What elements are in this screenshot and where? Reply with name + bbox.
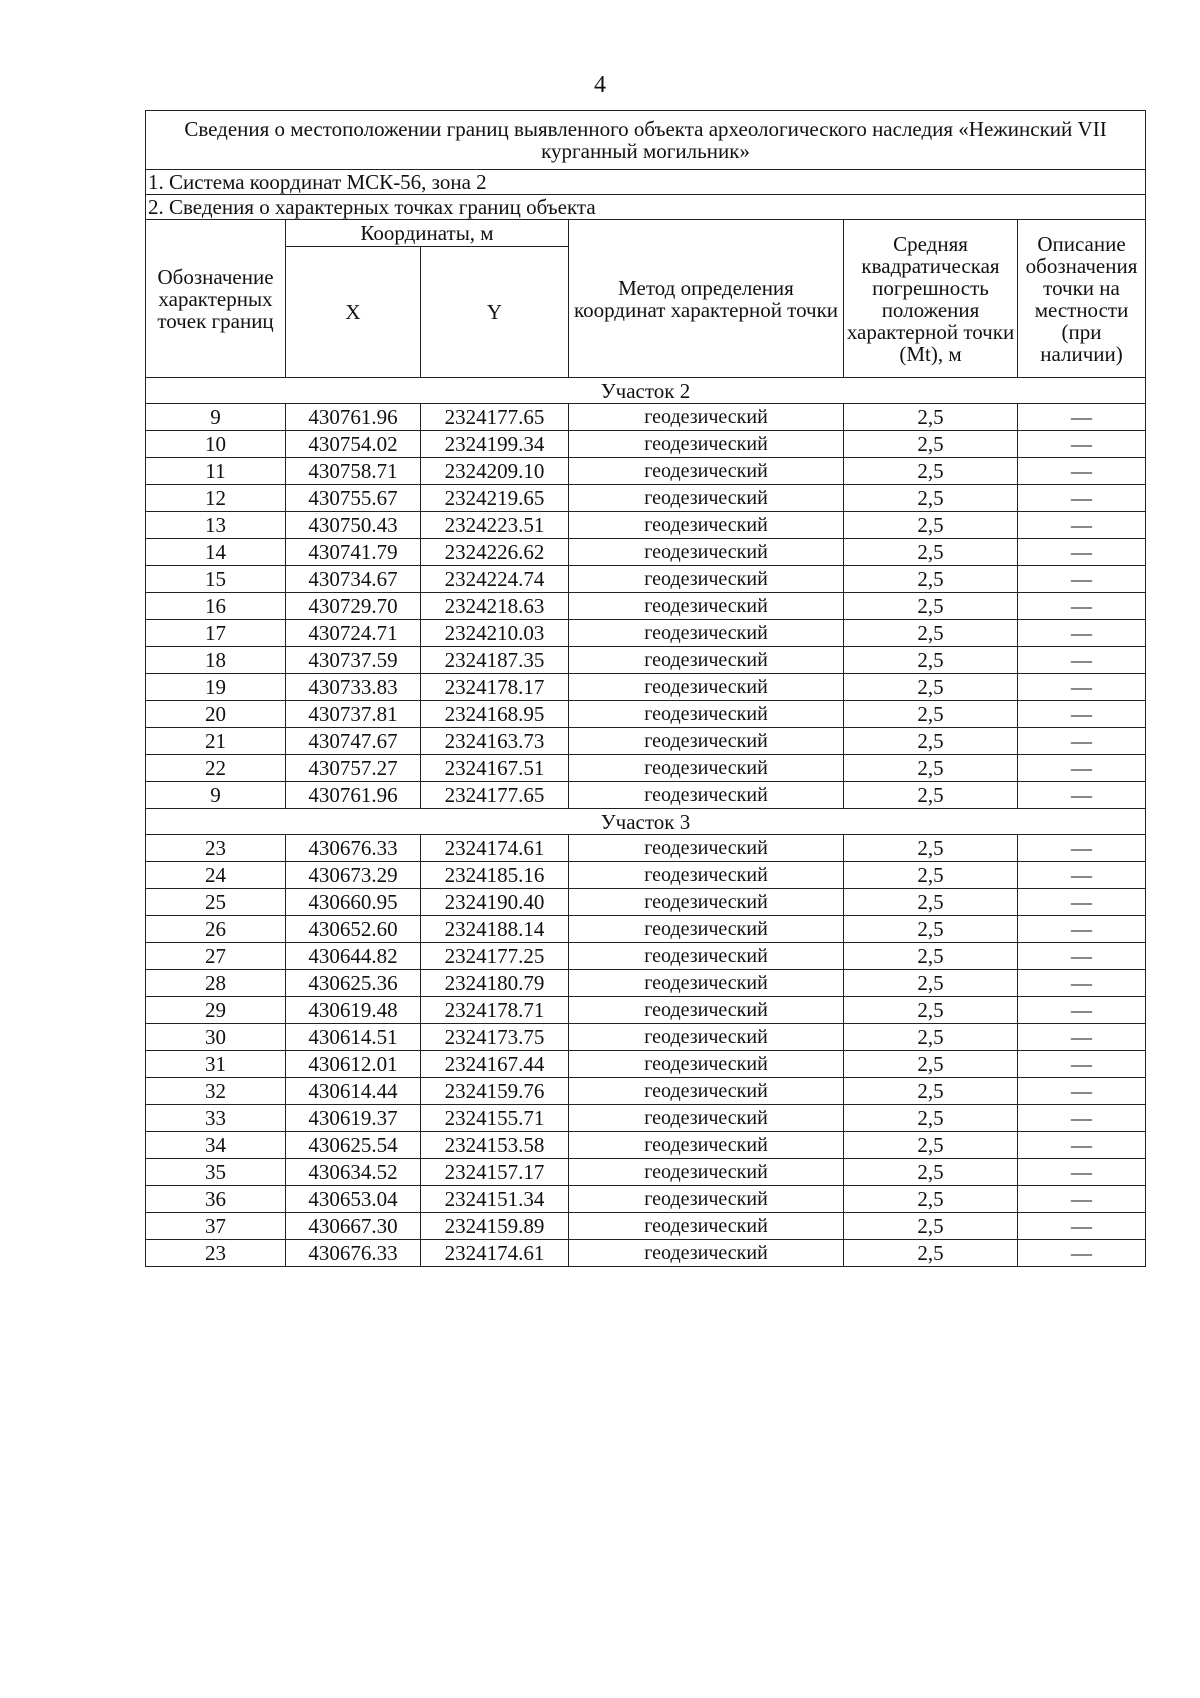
point-number: 29 [146,997,286,1024]
point-number: 16 [146,593,286,620]
error-value: 2,5 [844,539,1018,566]
coord-y: 2324157.17 [421,1159,569,1186]
error-value: 2,5 [844,1240,1018,1267]
coord-y: 2324223.51 [421,512,569,539]
description: — [1018,674,1146,701]
description: — [1018,701,1146,728]
method: геодезический [569,512,844,539]
boundary-points-table [145,110,1146,1267]
method: геодезический [569,485,844,512]
coord-y: 2324153.58 [421,1132,569,1159]
coord-x: 430625.54 [286,1132,421,1159]
description: — [1018,593,1146,620]
description: — [1018,1159,1146,1186]
point-number: 21 [146,728,286,755]
table-row [146,782,1146,809]
method: геодезический [569,701,844,728]
description: — [1018,620,1146,647]
table-row [146,512,1146,539]
coord-y: 2324218.63 [421,593,569,620]
error-value: 2,5 [844,943,1018,970]
coord-x: 430761.96 [286,782,421,809]
coord-system: 1. Система координат МСК-56, зона 2 [146,170,1146,195]
coord-y: 2324168.95 [421,701,569,728]
point-number: 31 [146,1051,286,1078]
error-value: 2,5 [844,404,1018,431]
description: — [1018,1051,1146,1078]
coord-y: 2324151.34 [421,1186,569,1213]
coord-y: 2324199.34 [421,431,569,458]
method: геодезический [569,1186,844,1213]
method: геодезический [569,916,844,943]
method: геодезический [569,458,844,485]
error-value: 2,5 [844,566,1018,593]
description: — [1018,970,1146,997]
coord-x: 430634.52 [286,1159,421,1186]
error-value: 2,5 [844,458,1018,485]
point-number: 9 [146,404,286,431]
table-row [146,404,1146,431]
coord-x: 430755.67 [286,485,421,512]
error-value: 2,5 [844,1213,1018,1240]
error-value: 2,5 [844,997,1018,1024]
point-number: 26 [146,916,286,943]
error-value: 2,5 [844,916,1018,943]
error-value: 2,5 [844,674,1018,701]
method: геодезический [569,593,844,620]
method: геодезический [569,862,844,889]
error-value: 2,5 [844,970,1018,997]
error-value: 2,5 [844,728,1018,755]
coord-x: 430619.37 [286,1105,421,1132]
section-row [146,809,1146,835]
point-number: 35 [146,1159,286,1186]
header-designation: Обозначение характерных точек границ [146,220,286,378]
method: геодезический [569,997,844,1024]
description: — [1018,512,1146,539]
point-number: 18 [146,647,286,674]
description: — [1018,1132,1146,1159]
point-number: 19 [146,674,286,701]
table-row [146,889,1146,916]
table-row [146,1051,1146,1078]
coord-y: 2324167.44 [421,1051,569,1078]
coord-x: 430652.60 [286,916,421,943]
coord-x: 430676.33 [286,1240,421,1267]
method: геодезический [569,782,844,809]
table-row [146,916,1146,943]
table-row [146,755,1146,782]
coord-x: 430644.82 [286,943,421,970]
method: геодезический [569,620,844,647]
description: — [1018,943,1146,970]
table-row [146,943,1146,970]
table-row [146,431,1146,458]
point-number: 24 [146,862,286,889]
table-row [146,1213,1146,1240]
coord-y: 2324173.75 [421,1024,569,1051]
coord-y: 2324180.79 [421,970,569,997]
page-number: 4 [594,72,606,98]
section-label: Участок 3 [146,809,1146,835]
description: — [1018,566,1146,593]
coord-x: 430757.27 [286,755,421,782]
table-row [146,1132,1146,1159]
table-row [146,862,1146,889]
coord-y: 2324190.40 [421,889,569,916]
coord-y: 2324155.71 [421,1105,569,1132]
description: — [1018,1186,1146,1213]
coord-x: 430729.70 [286,593,421,620]
coord-x: 430660.95 [286,889,421,916]
method: геодезический [569,539,844,566]
method: геодезический [569,1105,844,1132]
point-number: 10 [146,431,286,458]
method: геодезический [569,404,844,431]
point-number: 25 [146,889,286,916]
error-value: 2,5 [844,782,1018,809]
description: — [1018,889,1146,916]
description: — [1018,782,1146,809]
method: геодезический [569,755,844,782]
section-row [146,378,1146,404]
header-x: X [286,247,421,378]
point-number: 28 [146,970,286,997]
coord-x: 430653.04 [286,1186,421,1213]
method: геодезический [569,431,844,458]
coord-x: 430667.30 [286,1213,421,1240]
table-row [146,674,1146,701]
table-row [146,997,1146,1024]
error-value: 2,5 [844,1078,1018,1105]
table-row [146,1159,1146,1186]
coord-y: 2324224.74 [421,566,569,593]
description: — [1018,835,1146,862]
error-value: 2,5 [844,1024,1018,1051]
coord-x: 430737.59 [286,647,421,674]
header-error: Средняя квадратическая погрешность положения характерной точки (Mt), м [844,220,1018,378]
coord-x: 430612.01 [286,1051,421,1078]
table-row [146,539,1146,566]
method: геодезический [569,566,844,593]
coord-x: 430737.81 [286,701,421,728]
coord-y: 2324209.10 [421,458,569,485]
table-row [146,1105,1146,1132]
description: — [1018,997,1146,1024]
coord-x: 430625.36 [286,970,421,997]
error-value: 2,5 [844,1186,1018,1213]
description: — [1018,728,1146,755]
description: — [1018,1213,1146,1240]
method: геодезический [569,1078,844,1105]
point-number: 22 [146,755,286,782]
description: — [1018,755,1146,782]
error-value: 2,5 [844,1159,1018,1186]
point-number: 33 [146,1105,286,1132]
coord-y: 2324174.61 [421,835,569,862]
table-row [146,701,1146,728]
coord-y: 2324178.17 [421,674,569,701]
point-number: 11 [146,458,286,485]
table-row [146,1240,1146,1267]
method: геодезический [569,1159,844,1186]
coord-y: 2324226.62 [421,539,569,566]
error-value: 2,5 [844,889,1018,916]
point-number: 27 [146,943,286,970]
description: — [1018,404,1146,431]
description: — [1018,458,1146,485]
table-row [146,485,1146,512]
coord-y: 2324174.61 [421,1240,569,1267]
point-number: 13 [146,512,286,539]
method: геодезический [569,943,844,970]
coord-x: 430676.33 [286,835,421,862]
description: — [1018,1024,1146,1051]
coord-x: 430747.67 [286,728,421,755]
error-value: 2,5 [844,647,1018,674]
table-row [146,647,1146,674]
coord-y: 2324159.76 [421,1078,569,1105]
table-row [146,835,1146,862]
coord-x: 430724.71 [286,620,421,647]
error-value: 2,5 [844,755,1018,782]
coord-y: 2324188.14 [421,916,569,943]
point-number: 20 [146,701,286,728]
header-method: Метод определения координат характерной точки [569,220,844,378]
method: геодезический [569,1213,844,1240]
table-row [146,1024,1146,1051]
coord-y: 2324177.65 [421,404,569,431]
coord-x: 430673.29 [286,862,421,889]
coord-x: 430734.67 [286,566,421,593]
coord-x: 430754.02 [286,431,421,458]
description: — [1018,1240,1146,1267]
method: геодезический [569,647,844,674]
table-row [146,1186,1146,1213]
table-row [146,728,1146,755]
header-y: Y [421,247,569,378]
error-value: 2,5 [844,701,1018,728]
coord-x: 430758.71 [286,458,421,485]
method: геодезический [569,1051,844,1078]
point-number: 34 [146,1132,286,1159]
point-number: 9 [146,782,286,809]
point-number: 23 [146,1240,286,1267]
coord-x: 430619.48 [286,997,421,1024]
method: геодезический [569,835,844,862]
point-number: 37 [146,1213,286,1240]
description: — [1018,1078,1146,1105]
method: геодезический [569,1240,844,1267]
point-number: 12 [146,485,286,512]
table-row [146,593,1146,620]
coord-y: 2324159.89 [421,1213,569,1240]
points-heading: 2. Сведения о характерных точках границ объекта [146,195,1146,220]
table-row [146,970,1146,997]
coord-y: 2324187.35 [421,647,569,674]
method: геодезический [569,728,844,755]
description: — [1018,485,1146,512]
error-value: 2,5 [844,1132,1018,1159]
coord-x: 430741.79 [286,539,421,566]
description: — [1018,862,1146,889]
coord-y: 2324167.51 [421,755,569,782]
description: — [1018,647,1146,674]
coord-y: 2324185.16 [421,862,569,889]
error-value: 2,5 [844,1051,1018,1078]
error-value: 2,5 [844,593,1018,620]
table-row [146,1078,1146,1105]
coord-x: 430761.96 [286,404,421,431]
error-value: 2,5 [844,512,1018,539]
coord-y: 2324219.65 [421,485,569,512]
error-value: 2,5 [844,835,1018,862]
table-row [146,620,1146,647]
method: геодезический [569,970,844,997]
point-number: 36 [146,1186,286,1213]
method: геодезический [569,889,844,916]
document-title: Сведения о местоположении границ выявленного объекта археологического наследия «Нежинский VII курганный могильник» [146,111,1146,170]
point-number: 15 [146,566,286,593]
coord-x: 430614.44 [286,1078,421,1105]
section-label: Участок 2 [146,378,1146,404]
header-coords: Координаты, м [286,220,569,247]
method: геодезический [569,1132,844,1159]
description: — [1018,539,1146,566]
table-row [146,566,1146,593]
description: — [1018,1105,1146,1132]
description: — [1018,431,1146,458]
coord-y: 2324178.71 [421,997,569,1024]
coord-y: 2324163.73 [421,728,569,755]
error-value: 2,5 [844,431,1018,458]
coord-y: 2324177.65 [421,782,569,809]
point-number: 17 [146,620,286,647]
point-number: 14 [146,539,286,566]
table-row [146,458,1146,485]
error-value: 2,5 [844,862,1018,889]
error-value: 2,5 [844,485,1018,512]
coord-x: 430750.43 [286,512,421,539]
coord-y: 2324177.25 [421,943,569,970]
description: — [1018,916,1146,943]
coord-x: 430614.51 [286,1024,421,1051]
coord-y: 2324210.03 [421,620,569,647]
method: геодезический [569,1024,844,1051]
method: геодезический [569,674,844,701]
point-number: 30 [146,1024,286,1051]
error-value: 2,5 [844,1105,1018,1132]
header-description: Описание обозначения точки на местности (при наличии) [1018,220,1146,378]
coord-x: 430733.83 [286,674,421,701]
point-number: 32 [146,1078,286,1105]
point-number: 23 [146,835,286,862]
error-value: 2,5 [844,620,1018,647]
